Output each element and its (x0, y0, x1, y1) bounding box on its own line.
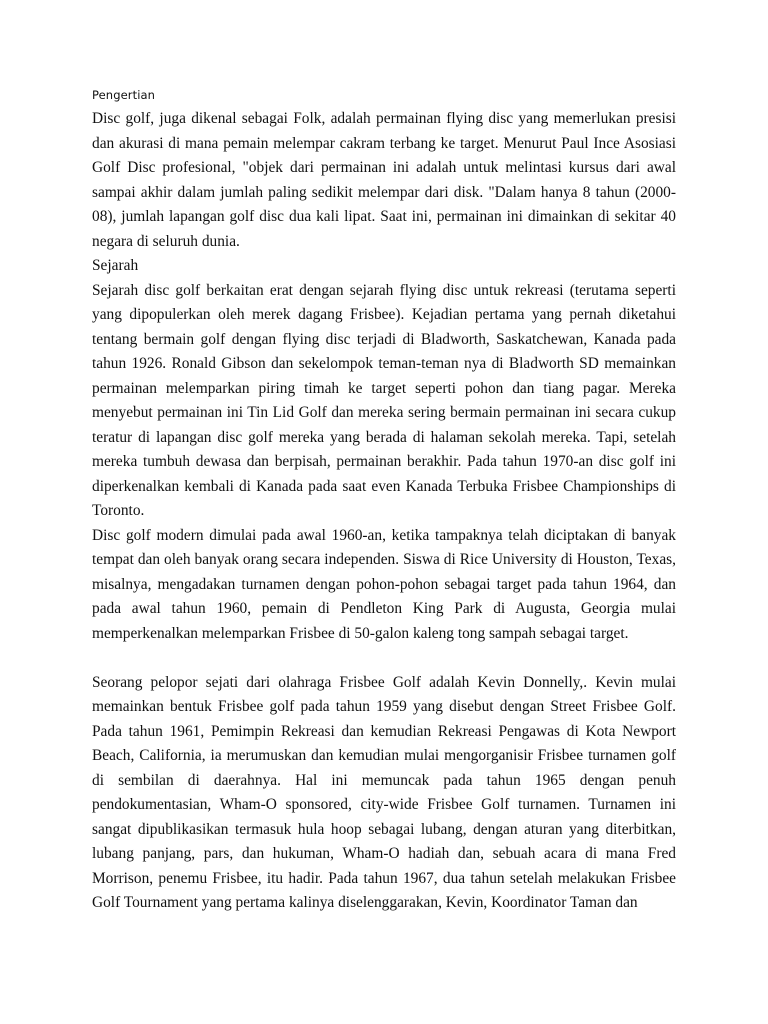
history-label: Sejarah (92, 257, 139, 274)
intro-paragraph: Disc golf, juga dikenal sebagai Folk, adalah permainan flying disc yang memerlukan presisi dan akurasi di mana pemain melempar cakram terbang ke target. Menurut Paul Ince Asosiasi Golf Disc profesional, "objek dari permainan ini adalah untuk melintasi kursus dari awal sampai akhir dalam jumlah paling sedikit melempar dari disk. "Dalam hanya 8 tahun (2000-08), jumlah lapangan golf disc dua kali lipat. Saat ini, permainan ini dimainkan di sekitar 40 negara di seluruh dunia. (92, 110, 676, 250)
history-paragraph-2: Disc golf modern dimulai pada awal 1960-an, ketika tampaknya telah diciptakan di banyak tempat dan oleh banyak orang secara independen. Siswa di Rice University di Houston, Texas, misalnya, mengadakan turnamen dengan pohon-pohon sebagai target pada tahun 1964, dan pada awal tahun 1960, pemain di Pendleton King Park di Augusta, Georgia mulai memperkenalkan melemparkan Frisbee di 50-galon kaleng tong sampah sebagai target. (92, 526, 676, 642)
history-paragraph-3: Seorang pelopor sejati dari olahraga Frisbee Golf adalah Kevin Donnelly,. Kevin mulai memainkan bentuk Frisbee golf pada tahun 1959 yang disebut dengan Street Frisbee Golf. Pada tahun 1961, Pemimpin Rekreasi dan kemudian Rekreasi Pengawas di Kota Newport Beach, California, ia merumuskan dan kemudian mulai mengorganisir Frisbee turnamen golf di sembilan di daerahnya. Hal ini memuncak pada tahun 1965 dengan penuh pendokumentasian, Wham-O sponsored, city-wide Frisbee Golf turnamen. Turnamen ini sangat dipublikasikan termasuk hula hoop sebagai lubang, dengan aturan yang diterbitkan, lubang panjang, pars, dan hukuman, Wham-O hadiah dan, sebuah acara di mana Fred Morrison, penemu Frisbee, itu hadir. Pada tahun 1967, dua tahun setelah melakukan Frisbee Golf Tournament yang pertama kalinya diselenggarakan, Kevin, Koordinator Taman dan (92, 673, 676, 911)
section-heading: Pengertian (92, 88, 156, 102)
history-paragraph-1: Sejarah disc golf berkaitan erat dengan sejarah flying disc untuk rekreasi (terutama seperti yang dipopulerkan oleh merek dagang Frisbee). Kejadian pertama yang pernah diketahui tentang bermain golf dengan flying disc terjadi di Bladworth, Saskatchewan, Kanada pada tahun 1926. Ronald Gibson dan sekelompok teman-teman nya di Bladworth SD memainkan permainan melemparkan piring timah ke target seperti pohon dan tiang pagar. Mereka menyebut permainan ini Tin Lid Golf dan mereka sering bermain permainan ini secara cukup teratur di lapangan disc golf mereka yang berada di halaman sekolah mereka. Tapi, setelah mereka tumbuh dewasa dan berpisah, permainan berakhir. Pada tahun 1970-an disc golf ini diperkenalkan kembali di Kanada pada saat even Kanada Terbuka Frisbee Championships di Toronto. (92, 281, 676, 519)
paragraph-spacer (92, 646, 676, 671)
document-page (92, 86, 676, 916)
